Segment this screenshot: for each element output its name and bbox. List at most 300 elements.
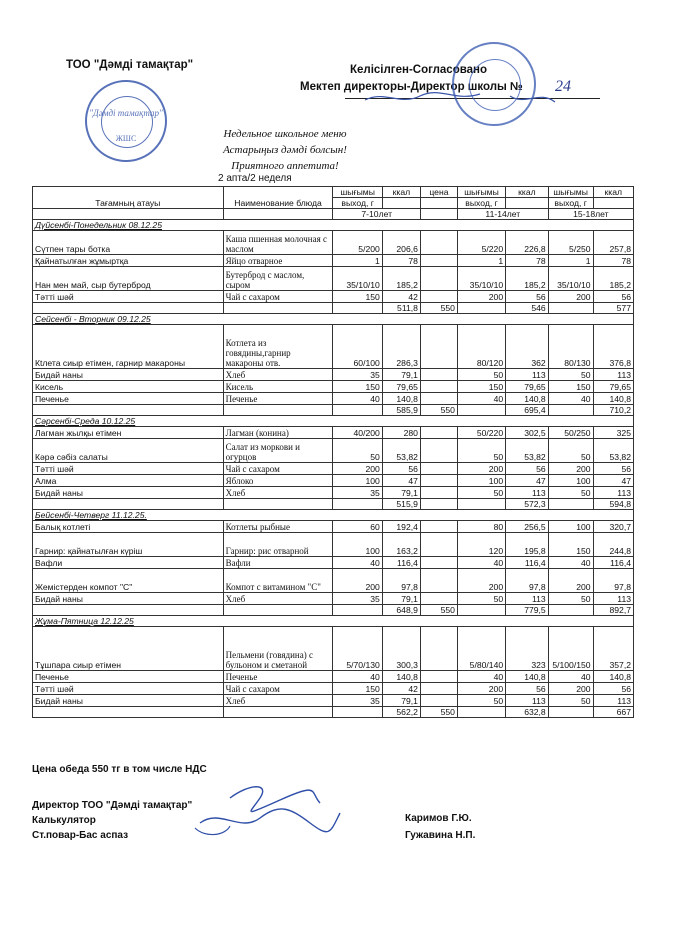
kcal-2: 256,5	[506, 521, 549, 533]
kcal-2: 56	[506, 291, 549, 303]
dish-ru: Вафли	[223, 557, 333, 569]
output-3: 40	[548, 557, 593, 569]
price-cell	[420, 521, 457, 533]
kcal-3: 357,2	[593, 627, 633, 671]
header-empty	[506, 198, 549, 209]
total-empty	[548, 499, 593, 510]
output-1: 150	[333, 381, 382, 393]
kcal-3: 325	[593, 427, 633, 439]
price-cell	[420, 487, 457, 499]
kcal-3: 116,4	[593, 557, 633, 569]
menu-row	[33, 593, 634, 605]
total-11-14: 695,4	[506, 405, 549, 416]
kcal-2: 140,8	[506, 393, 549, 405]
kcal-2: 113	[506, 593, 549, 605]
output-1: 200	[333, 569, 382, 593]
director-title: Директор ТОО "Дәмді тамақтар"	[32, 800, 193, 811]
kcal-1: 140,8	[382, 393, 420, 405]
age-group-3: 15-18лет	[548, 209, 633, 220]
dish-ru: Компот с витамином "С"	[223, 569, 333, 593]
price-cell	[420, 231, 457, 255]
price-cell	[420, 683, 457, 695]
output-2: 80/120	[457, 325, 505, 369]
dish-ru: Печенье	[223, 671, 333, 683]
output-1: 100	[333, 475, 382, 487]
chef-name: Гужавина Н.П.	[405, 830, 476, 841]
kcal-3: 320,7	[593, 521, 633, 533]
price-cell	[420, 369, 457, 381]
total-row	[33, 303, 634, 314]
header-kz: Тағамның атауы	[33, 187, 224, 209]
total-empty	[457, 499, 505, 510]
price-cell	[420, 671, 457, 683]
output-3: 150	[548, 381, 593, 393]
header-output-2: шығымы	[457, 187, 505, 198]
total-15-18: 667	[593, 707, 633, 718]
menu-row	[33, 627, 634, 671]
dish-kz: Печенье	[33, 393, 224, 405]
total-11-14: 546	[506, 303, 549, 314]
price-cell	[420, 393, 457, 405]
kcal-2: 53,82	[506, 439, 549, 463]
menu-row	[33, 683, 634, 695]
menu-row	[33, 325, 634, 369]
menu-row	[33, 533, 634, 557]
total-empty	[223, 303, 333, 314]
dish-kz: Кәрә сәбіз салаты	[33, 439, 224, 463]
price-cell	[420, 381, 457, 393]
output-2: 200	[457, 683, 505, 695]
total-15-18: 710,2	[593, 405, 633, 416]
header-output-1: шығымы	[333, 187, 382, 198]
dish-kz: Гарнир: қайнатылған күріш	[33, 533, 224, 557]
total-empty	[33, 499, 224, 510]
output-1: 35	[333, 369, 382, 381]
output-3: 50/250	[548, 427, 593, 439]
day-title: Бейсенбі-Четверг 11.12.25.	[33, 510, 634, 521]
price-cell	[420, 427, 457, 439]
output-1: 40/200	[333, 427, 382, 439]
total-empty	[548, 605, 593, 616]
kcal-2: 195,8	[506, 533, 549, 557]
kcal-2: 323	[506, 627, 549, 671]
age-empty	[420, 209, 457, 220]
price-cell	[420, 627, 457, 671]
kcal-2: 97,8	[506, 569, 549, 593]
chef-title: Ст.повар-Бас аспаз	[32, 830, 129, 841]
day-header-row	[33, 510, 634, 521]
agreed-label: Келісілген-Согласовано	[350, 64, 488, 76]
header-vyhod-3: выход, г	[548, 198, 593, 209]
day-header-row	[33, 314, 634, 325]
output-3: 200	[548, 463, 593, 475]
output-2: 50	[457, 369, 505, 381]
total-empty	[223, 707, 333, 718]
menu-row	[33, 393, 634, 405]
dish-kz: Сүтпен тары ботка	[33, 231, 224, 255]
total-empty	[548, 707, 593, 718]
menu-row	[33, 231, 634, 255]
output-3: 50	[548, 593, 593, 605]
total-15-18: 594,8	[593, 499, 633, 510]
kcal-3: 140,8	[593, 393, 633, 405]
total-empty	[333, 499, 382, 510]
kcal-1: 280	[382, 427, 420, 439]
dish-kz: Бидай наны	[33, 369, 224, 381]
dish-kz: Кtлета сиыр етімен, гарнир макароны	[33, 325, 224, 369]
dish-ru: Яблоко	[223, 475, 333, 487]
kcal-3: 113	[593, 593, 633, 605]
dish-kz: Балық котлеті	[33, 521, 224, 533]
output-1: 1	[333, 255, 382, 267]
output-1: 35	[333, 593, 382, 605]
output-3: 5/250	[548, 231, 593, 255]
output-3: 50	[548, 487, 593, 499]
price-cell	[420, 593, 457, 605]
kcal-3: 140,8	[593, 671, 633, 683]
output-1: 35	[333, 487, 382, 499]
total-empty	[548, 405, 593, 416]
header-empty	[593, 198, 633, 209]
output-2: 5/80/140	[457, 627, 505, 671]
total-empty	[457, 303, 505, 314]
total-row	[33, 405, 634, 416]
dish-ru: Бутерброд с маслом, сыром	[223, 267, 333, 291]
kcal-2: 56	[506, 463, 549, 475]
dish-ru: Хлеб	[223, 369, 333, 381]
day-title: Дүйсенбі-Понедельник 08.12.25	[33, 220, 634, 231]
total-empty	[333, 707, 382, 718]
total-empty	[333, 303, 382, 314]
dish-ru: Чай с сахаром	[223, 683, 333, 695]
kcal-3: 244,8	[593, 533, 633, 557]
kcal-1: 79,1	[382, 487, 420, 499]
age-group-2: 11-14лет	[457, 209, 548, 220]
dish-kz: Бидай наны	[33, 593, 224, 605]
dish-ru: Печенье	[223, 393, 333, 405]
dish-ru: Хлеб	[223, 487, 333, 499]
output-2: 50	[457, 695, 505, 707]
total-7-10: 585,9	[382, 405, 420, 416]
kcal-1: 47	[382, 475, 420, 487]
total-empty	[457, 605, 505, 616]
output-2: 50	[457, 439, 505, 463]
header-vyhod-1: выход, г	[333, 198, 382, 209]
kcal-3: 56	[593, 683, 633, 695]
total-empty	[223, 499, 333, 510]
kcal-2: 362	[506, 325, 549, 369]
total-row	[33, 707, 634, 718]
menu-row	[33, 671, 634, 683]
day-header-row	[33, 416, 634, 427]
kcal-1: 286,3	[382, 325, 420, 369]
dish-ru: Кисель	[223, 381, 333, 393]
day-title: Жұма-Пятница 12.12.25	[33, 616, 634, 627]
output-3: 200	[548, 683, 593, 695]
menu-row	[33, 695, 634, 707]
kcal-2: 226,8	[506, 231, 549, 255]
price-cell	[420, 557, 457, 569]
total-row	[33, 499, 634, 510]
total-11-14: 632,8	[506, 707, 549, 718]
output-1: 150	[333, 683, 382, 695]
dish-kz: Печенье	[33, 671, 224, 683]
menu-row	[33, 427, 634, 439]
output-3: 40	[548, 671, 593, 683]
kcal-3: 47	[593, 475, 633, 487]
output-1: 40	[333, 393, 382, 405]
dish-ru: Хлеб	[223, 695, 333, 707]
dish-kz: Нан мен май, сыр бутерброд	[33, 267, 224, 291]
kcal-3: 79,65	[593, 381, 633, 393]
total-price: 550	[420, 707, 457, 718]
dish-kz: Лагман жылқы етімен	[33, 427, 224, 439]
menu-row	[33, 291, 634, 303]
output-3: 1	[548, 255, 593, 267]
total-price	[420, 499, 457, 510]
menu-greeting-kz: Астарыңыз дәмді болсын!	[223, 144, 347, 156]
kcal-3: 56	[593, 291, 633, 303]
handwritten-signatures	[190, 778, 350, 848]
total-empty	[223, 405, 333, 416]
kcal-2: 113	[506, 487, 549, 499]
output-1: 60/100	[333, 325, 382, 369]
output-3: 50	[548, 369, 593, 381]
output-2: 200	[457, 463, 505, 475]
dish-ru: Гарнир: рис отварной	[223, 533, 333, 557]
kcal-1: 206,6	[382, 231, 420, 255]
header-kcal-1: ккал	[382, 187, 420, 198]
calculator-title: Калькулятор	[32, 815, 96, 826]
dish-kz: Бидай наны	[33, 695, 224, 707]
output-2: 200	[457, 569, 505, 593]
kcal-1: 79,1	[382, 369, 420, 381]
price-cell	[420, 267, 457, 291]
dish-ru: Котлеты рыбные	[223, 521, 333, 533]
output-1: 100	[333, 533, 382, 557]
dish-kz: Алма	[33, 475, 224, 487]
company-stamp	[85, 80, 167, 162]
kcal-2: 116,4	[506, 557, 549, 569]
kcal-1: 78	[382, 255, 420, 267]
dish-kz: Бидай наны	[33, 487, 224, 499]
dish-ru: Чай с сахаром	[223, 463, 333, 475]
age-empty	[33, 209, 224, 220]
kcal-3: 97,8	[593, 569, 633, 593]
kcal-1: 97,8	[382, 569, 420, 593]
total-11-14: 572,3	[506, 499, 549, 510]
total-7-10: 515,9	[382, 499, 420, 510]
dish-kz: Кисель	[33, 381, 224, 393]
output-1: 5/200	[333, 231, 382, 255]
header-vyhod-2: выход, г	[457, 198, 505, 209]
kcal-1: 116,4	[382, 557, 420, 569]
menu-row	[33, 267, 634, 291]
header-empty	[382, 198, 420, 209]
output-1: 35/10/10	[333, 267, 382, 291]
menu-row	[33, 475, 634, 487]
output-3: 40	[548, 393, 593, 405]
dish-kz: Қайнатылған жұмыртқа	[33, 255, 224, 267]
total-empty	[457, 405, 505, 416]
total-row	[33, 605, 634, 616]
total-empty	[33, 707, 224, 718]
total-price: 550	[420, 405, 457, 416]
kcal-3: 53,82	[593, 439, 633, 463]
kcal-3: 113	[593, 487, 633, 499]
kcal-1: 140,8	[382, 671, 420, 683]
kcal-1: 300,3	[382, 627, 420, 671]
kcal-3: 185,2	[593, 267, 633, 291]
output-3: 80/130	[548, 325, 593, 369]
total-7-10: 562,2	[382, 707, 420, 718]
output-1: 50	[333, 439, 382, 463]
day-header-row	[33, 616, 634, 627]
output-3: 150	[548, 533, 593, 557]
company-name: ТОО "Дәмді тамақтар"	[66, 59, 194, 71]
output-3: 200	[548, 569, 593, 593]
output-2: 40	[457, 557, 505, 569]
menu-row	[33, 521, 634, 533]
header-ru: Наименование блюда	[223, 187, 333, 209]
output-2: 35/10/10	[457, 267, 505, 291]
kcal-2: 113	[506, 695, 549, 707]
menu-row	[33, 381, 634, 393]
stamp-text: "Дәмді тамақтар"	[89, 108, 163, 118]
dish-kz: Тәтті шәй	[33, 683, 224, 695]
header-row-1	[33, 187, 634, 198]
dish-ru: Хлеб	[223, 593, 333, 605]
director-label: Мектеп директоры-Директор школы №	[300, 81, 523, 93]
output-3: 100	[548, 521, 593, 533]
output-2: 50	[457, 487, 505, 499]
output-2: 40	[457, 671, 505, 683]
output-2: 1	[457, 255, 505, 267]
menu-body	[33, 220, 634, 718]
kcal-2: 140,8	[506, 671, 549, 683]
total-price: 550	[420, 303, 457, 314]
dish-ru: Салат из моркови и огурцов	[223, 439, 333, 463]
total-empty	[457, 707, 505, 718]
output-3: 50	[548, 695, 593, 707]
total-7-10: 648,9	[382, 605, 420, 616]
output-3: 50	[548, 439, 593, 463]
price-cell	[420, 439, 457, 463]
menu-row	[33, 487, 634, 499]
output-2: 150	[457, 381, 505, 393]
director-signature	[360, 88, 560, 110]
total-empty	[33, 605, 224, 616]
total-empty	[33, 405, 224, 416]
output-3: 100	[548, 475, 593, 487]
price-cell	[420, 475, 457, 487]
total-11-14: 779,5	[506, 605, 549, 616]
output-1: 40	[333, 557, 382, 569]
header-kcal-2: ккал	[506, 187, 549, 198]
stamp-sub: ЖШС	[115, 134, 137, 143]
school-stamp	[452, 42, 536, 126]
kcal-2: 78	[506, 255, 549, 267]
day-header-row	[33, 220, 634, 231]
price-cell	[420, 695, 457, 707]
price-cell	[420, 463, 457, 475]
menu-row	[33, 439, 634, 463]
kcal-2: 185,2	[506, 267, 549, 291]
dish-kz: Тәтті шәй	[33, 463, 224, 475]
dish-kz: Жемістерден компот "С"	[33, 569, 224, 593]
age-row	[33, 209, 634, 220]
kcal-2: 113	[506, 369, 549, 381]
output-3: 200	[548, 291, 593, 303]
dish-ru: Каша пшенная молочная с маслом	[223, 231, 333, 255]
dish-ru: Чай с сахаром	[223, 291, 333, 303]
kcal-1: 56	[382, 463, 420, 475]
dish-ru: Яйцо отварное	[223, 255, 333, 267]
kcal-3: 113	[593, 695, 633, 707]
kcal-3: 78	[593, 255, 633, 267]
menu-row	[33, 463, 634, 475]
header-kcal-3: ккал	[593, 187, 633, 198]
output-3: 5/100/150	[548, 627, 593, 671]
kcal-1: 192,4	[382, 521, 420, 533]
kcal-2: 47	[506, 475, 549, 487]
total-7-10: 511,8	[382, 303, 420, 314]
school-number: 24	[555, 78, 571, 95]
age-empty	[223, 209, 333, 220]
output-2: 120	[457, 533, 505, 557]
header-price: цена	[420, 187, 457, 198]
kcal-1: 42	[382, 683, 420, 695]
price-note: Цена обеда 550 тг в том числе НДС	[32, 764, 207, 775]
total-15-18: 577	[593, 303, 633, 314]
kcal-3: 376,8	[593, 325, 633, 369]
total-empty	[333, 405, 382, 416]
output-3: 35/10/10	[548, 267, 593, 291]
kcal-3: 257,8	[593, 231, 633, 255]
kcal-2: 302,5	[506, 427, 549, 439]
kcal-1: 79,1	[382, 593, 420, 605]
output-1: 150	[333, 291, 382, 303]
menu-row	[33, 569, 634, 593]
menu-row	[33, 557, 634, 569]
dish-ru: Котлета из говядины,гарнир макароны отв.	[223, 325, 333, 369]
output-1: 5/70/130	[333, 627, 382, 671]
kcal-2: 56	[506, 683, 549, 695]
kcal-1: 185,2	[382, 267, 420, 291]
day-title: Сейсенбі - Вторник 09.12.25	[33, 314, 634, 325]
total-empty	[33, 303, 224, 314]
age-group-1: 7-10лет	[333, 209, 420, 220]
output-2: 50	[457, 593, 505, 605]
dish-ru: Лагман (конина)	[223, 427, 333, 439]
output-1: 35	[333, 695, 382, 707]
output-2: 200	[457, 291, 505, 303]
day-title: Сәрсенбі-Среда 10.12.25	[33, 416, 634, 427]
total-empty	[333, 605, 382, 616]
kcal-1: 163,2	[382, 533, 420, 557]
kcal-2: 79,65	[506, 381, 549, 393]
dish-kz: Тұшпара сиыр етімен	[33, 627, 224, 671]
kcal-3: 56	[593, 463, 633, 475]
output-1: 60	[333, 521, 382, 533]
menu-table	[32, 186, 634, 718]
total-price: 550	[420, 605, 457, 616]
price-cell	[420, 291, 457, 303]
dish-ru: Пельмени (говядина) с бульоном и сметаной	[223, 627, 333, 671]
menu-row	[33, 369, 634, 381]
output-2: 5/220	[457, 231, 505, 255]
menu-greeting-ru: Приятного аппетита!	[231, 160, 339, 172]
